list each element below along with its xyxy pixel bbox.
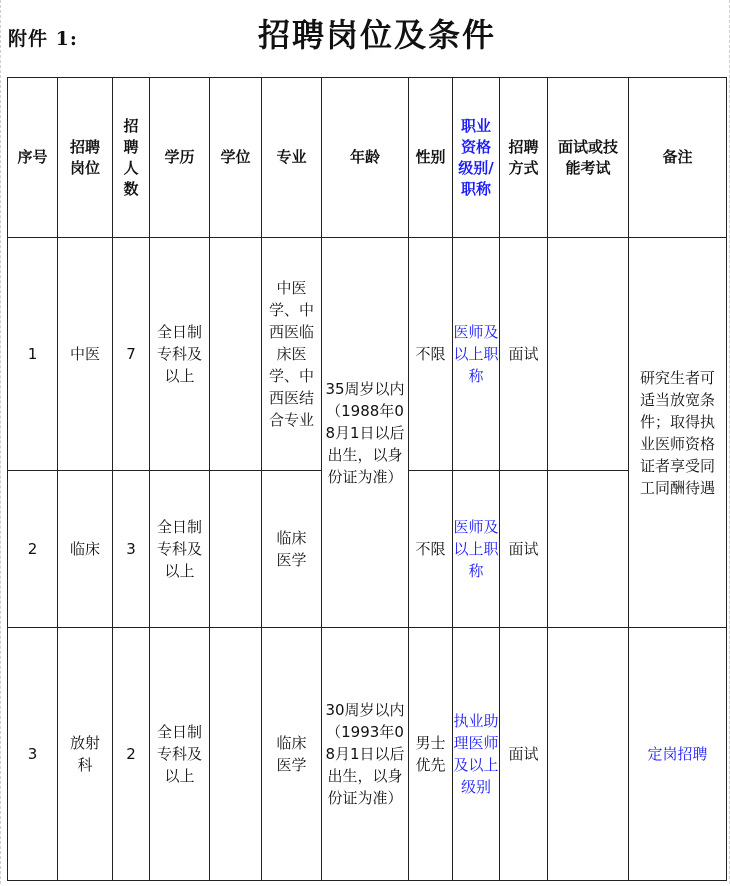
header-qualification: [453, 78, 500, 238]
cell-remarks: 定岗招聘: [629, 628, 727, 881]
header-remarks: 备注: [629, 78, 727, 238]
cell-exam: [548, 471, 629, 628]
age-merged-text: 35周岁以内（1988年08月1日以后出生，以身份证为准）: [325, 379, 405, 486]
cell-degree: [210, 471, 262, 628]
cell-degree: [210, 238, 262, 471]
cell-education: 全日制专科及以上: [150, 628, 210, 881]
header-seq: 序号: [8, 78, 58, 238]
cell-education: 全日制专科及以上: [150, 471, 210, 628]
cell-seq: 1: [8, 238, 58, 471]
cell-age: [322, 628, 409, 881]
cell-major: [262, 471, 322, 628]
annex-label: 附件 1:: [8, 28, 78, 50]
major-text: 临床医学: [276, 734, 307, 774]
cell-education: 全日制专科及以上: [150, 238, 210, 471]
age-text: 30周岁以内（1993年08月1日以后出生，以身份证为准）: [325, 701, 405, 807]
header-education: 学历: [150, 78, 210, 238]
header-age: 年龄: [322, 78, 409, 238]
post-text: 放射科: [69, 734, 100, 774]
cell-qualification: 医师及以上职称: [453, 238, 500, 471]
cell-exam: [548, 238, 629, 471]
cell-method: 面试: [500, 471, 548, 628]
header-post-text: 招聘岗位: [69, 137, 100, 177]
header-major: 专业: [262, 78, 322, 238]
header-count-text: 招聘人数: [123, 116, 139, 198]
cell-gender: 不限: [409, 238, 453, 471]
cell-count: 7: [113, 238, 150, 471]
cell-degree: [210, 628, 262, 881]
table-row: [8, 628, 727, 881]
cell-major: 中医学、中西医临床医学、中西医结合专业: [262, 238, 322, 471]
cell-count: 2: [113, 628, 150, 881]
cell-qualification: 执业助理医师及以上级别: [453, 628, 500, 881]
header-qualification-text: 职业资格级别/职称: [458, 116, 494, 198]
cell-age-merged: [322, 238, 409, 628]
gender-text: 男士优先: [415, 734, 446, 774]
recruitment-table: [7, 77, 727, 881]
cell-remarks-merged: [629, 238, 727, 628]
cell-seq: 2: [8, 471, 58, 628]
cell-post: 临床: [58, 471, 113, 628]
cell-method: 面试: [500, 238, 548, 471]
cell-seq: 3: [8, 628, 58, 881]
header-count: [113, 78, 150, 238]
page-title: 招聘岗位及条件: [257, 16, 496, 54]
table-row: [8, 238, 727, 471]
cell-post: [58, 628, 113, 881]
header-post: [58, 78, 113, 238]
header-gender: 性别: [409, 78, 453, 238]
remarks-merged-text: 研究生者可适当放宽条件；取得执业医师资格证者享受同工同酬待遇: [639, 368, 715, 497]
cell-major: [262, 628, 322, 881]
cell-method: 面试: [500, 628, 548, 881]
header-exam: [548, 78, 629, 238]
cell-gender: 不限: [409, 471, 453, 628]
header-exam-text: 面试或技能考试: [557, 137, 618, 177]
cell-qualification: 医师及以上职称: [453, 471, 500, 628]
cell-post: 中医: [58, 238, 113, 471]
cell-exam: [548, 628, 629, 881]
major-text: 临床医学: [276, 529, 307, 569]
header-degree: 学位: [210, 78, 262, 238]
cell-gender: [409, 628, 453, 881]
cell-count: 3: [113, 471, 150, 628]
header-row: [8, 78, 727, 238]
header-method: [500, 78, 548, 238]
header-method-text: 招聘方式: [508, 137, 539, 177]
